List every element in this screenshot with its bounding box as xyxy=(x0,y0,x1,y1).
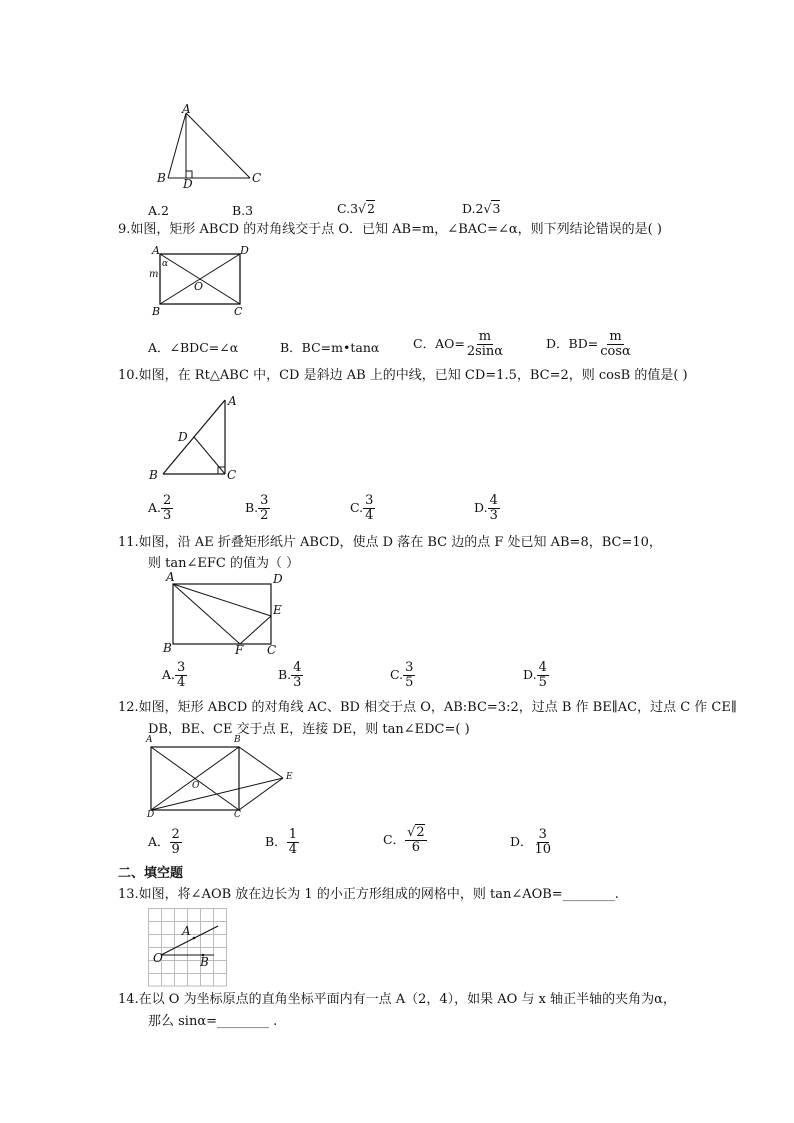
q12-question-line2: DB，BE、CE 交于点 E，连接 DE，则 tan∠EDC=( ) xyxy=(148,722,470,737)
q11-label-c: C xyxy=(267,643,277,657)
q10-label-d: D xyxy=(178,430,188,444)
q12-option-c: C． $\frac{√2}{6}$ xyxy=(383,825,425,855)
q9-option-b: B．BC=m•tanα xyxy=(280,340,380,355)
q12-option-b: B． $\frac{1}{4}$ xyxy=(265,827,297,857)
q11-label-d: D xyxy=(273,572,283,586)
q11-label-a: A xyxy=(166,570,175,584)
q9-label-d: D xyxy=(240,244,249,257)
q8-label-b: B xyxy=(157,171,166,185)
q12-label-c: C xyxy=(234,810,241,820)
q11-option-c: C. $\frac{3}{5}$ xyxy=(390,660,414,690)
q9-label-o: O xyxy=(194,280,204,293)
q8-label-d: D xyxy=(183,177,193,191)
q9-question: 9.如图，矩形 ABCD 的对角线交于点 O．已知 AB=m，∠BAC=∠α，则下列结论错误的是( ) xyxy=(118,222,662,237)
q12-option-a: A． $\frac{2}{9}$ xyxy=(148,827,180,857)
q8-option-a: A.2 xyxy=(148,203,169,218)
q8-label-c: C xyxy=(252,171,262,185)
q9-option-a: A．∠BDC=∠α xyxy=(148,340,239,355)
q13-label-a: A xyxy=(182,924,191,938)
q8-label-a: A xyxy=(182,102,191,116)
q9-option-d: D．BD= $\frac{m}{\cos\alpha}$ xyxy=(546,329,631,359)
q10-option-c: C. $\frac{3}{4}$ xyxy=(350,493,374,523)
q10-question: 10.如图，在 Rt△ABC 中，CD 是斜边 AB 上的中线，已知 CD=1.5，BC=2，则 cosB 的值是( ) xyxy=(118,368,688,383)
q11-label-b: B xyxy=(163,641,172,655)
q13-grid-diagram xyxy=(148,908,228,988)
q8-option-b: B.3 xyxy=(232,203,254,218)
q12-label-e: E xyxy=(286,772,293,782)
q10-label-c: C xyxy=(227,468,237,482)
q11-option-a: A. $\frac{3}{4}$ xyxy=(162,660,186,690)
q11-question-line1: 11.如图，沿 AE 折叠矩形纸片 ABCD，使点 D 落在 BC 边的点 F 处已知 AB=8，BC=10， xyxy=(118,535,662,550)
q11-question-line2: 则 tan∠EFC 的值为（ ） xyxy=(148,556,300,571)
q14-question-line2: 那么 sinα=________ . xyxy=(148,1014,278,1029)
q12-rectangle-diagram xyxy=(143,737,303,822)
q8-option-c: C.3√2 xyxy=(337,201,375,216)
q13-label-o: O xyxy=(153,951,163,965)
q9-label-m: m xyxy=(149,269,159,280)
q12-label-b: B xyxy=(234,735,241,745)
q12-question-line1: 12.如图，矩形 ABCD 的对角线 AC、BD 相交于点 O，AB:BC=3:2，过点 B 作 BE∥AC，过点 C 作 CE∥ xyxy=(118,700,737,715)
q9-label-c: C xyxy=(234,305,243,318)
q12-label-d: D xyxy=(147,810,155,820)
q8-figure xyxy=(150,102,270,191)
q11-label-e: E xyxy=(273,603,282,617)
q10-option-d: D. $\frac{4}{3}$ xyxy=(474,493,498,523)
q9-figure xyxy=(148,244,248,319)
q11-option-b: B. $\frac{4}{3}$ xyxy=(278,660,302,690)
q13-label-b: B xyxy=(200,955,209,969)
section-title-fill-in: 二、填空题 xyxy=(118,866,184,881)
q12-figure xyxy=(143,737,303,822)
q10-figure xyxy=(145,392,250,487)
q9-label-b: B xyxy=(152,305,161,318)
q11-option-d: D. $\frac{4}{5}$ xyxy=(523,660,547,690)
q10-label-a: A xyxy=(228,394,237,408)
q10-option-b: B. $\frac{3}{2}$ xyxy=(245,493,269,523)
q10-label-b: B xyxy=(149,468,158,482)
q9-label-a: A xyxy=(152,244,160,257)
q14-question-line1: 14.在以 O 为坐标原点的直角坐标平面内有一点 A（2，4），如果 AO 与 x 轴正半轴的夹角为α， xyxy=(118,992,676,1007)
q9-option-c: C．AO= $\frac{m}{2\sin\alpha}$ xyxy=(413,329,504,359)
q11-label-f: F xyxy=(235,643,244,657)
q13-question: 13.如图，将∠AOB 放在边长为 1 的小正方形组成的网格中，则 tan∠AOB=________. xyxy=(118,887,619,902)
q12-label-a: A xyxy=(146,735,153,745)
q12-option-d: D． $\frac{3}{10}$ xyxy=(510,827,552,857)
q12-label-o: O xyxy=(192,781,200,791)
q9-label-alpha: α xyxy=(162,259,169,269)
q13-figure xyxy=(148,908,228,988)
q11-figure xyxy=(160,570,295,660)
q10-option-a: A. $\frac{2}{3}$ xyxy=(148,493,172,523)
q8-option-d: D.2√3 xyxy=(462,201,501,216)
